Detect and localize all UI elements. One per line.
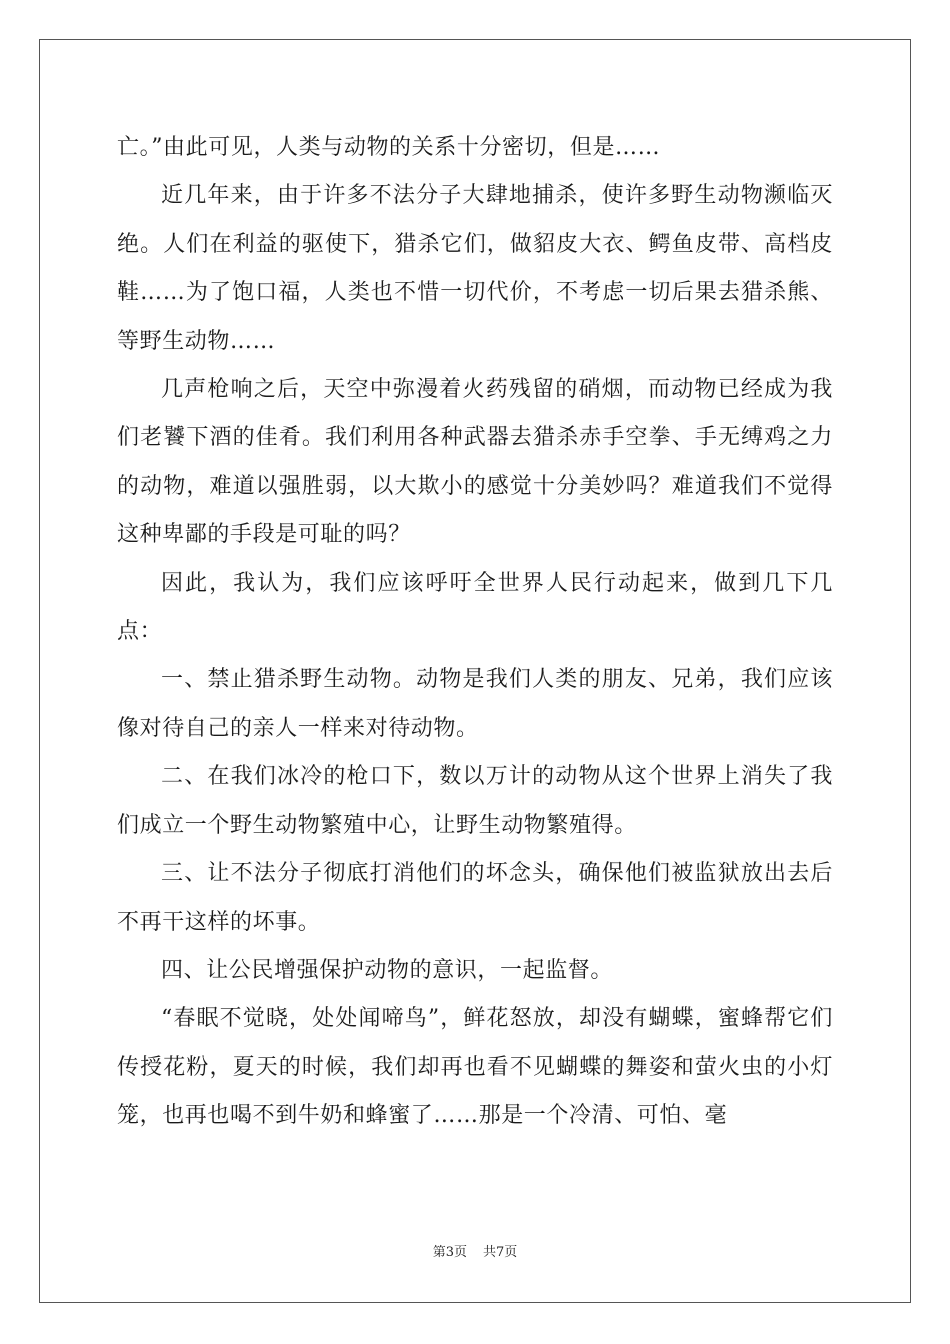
paragraph-7: 三、让不法分子彻底打消他们的坏念头，确保他们被监狱放出去后不再干这样的坏事。 — [117, 861, 833, 935]
paragraph-6: 二、在我们冰冷的枪口下，数以万计的动物从这个世界上消失了我们成立一个野生动物繁殖中心，让野生动物繁殖得。 — [117, 764, 833, 838]
document-body — [117, 124, 833, 1141]
paragraph-3: 几声枪响之后，天空中弥漫着火药残留的硝烟，而动物已经成为我们老饕下酒的佳肴。我们利用各种武器去猎杀赤手空拳、手无缚鸡之力的动物，难道以强胜弱，以大欺小的感觉十分美妙吗？难道我们不觉得这种卑鄙的手段是可耻的吗？ — [117, 377, 833, 548]
page-footer — [0, 1241, 950, 1260]
paragraph-1: 亡。”由此可见，人类与动物的关系十分密切，但是…… — [117, 135, 661, 160]
page-total: 共7页 — [483, 1245, 518, 1260]
paragraph-8: 四、让公民增强保护动物的意识，一起监督。 — [161, 957, 614, 983]
paragraph-9: “春眠不觉晓，处处闻啼鸟”，鲜花怒放，却没有蝴蝶，蜜蜂帮它们传授花粉，夏天的时候，我们却再也看不见蝴蝶的舞姿和萤火虫的小灯笼，也再也喝不到牛奶和蜂蜜了……那是一个冷清、可怕、毫 — [117, 1006, 833, 1129]
paragraph-4: 因此，我认为，我们应该呼吁全世界人民行动起来，做到几下几点： — [117, 570, 833, 645]
paragraph-2: 近几年来，由于许多不法分子大肆地捕杀，使许多野生动物濒临灭绝。人们在利益的驱使下，猎杀它们，做貂皮大衣、鳄鱼皮带、高档皮鞋……为了饱口福，人类也不惜一切代价，不考虑一切后果去猎杀熊、等野生动物…… — [117, 183, 833, 354]
paragraph-5: 一、禁止猎杀野生动物。动物是我们人类的朋友、兄弟，我们应该像对待自己的亲人一样来对待动物。 — [117, 667, 833, 741]
page-number: 第3页 — [432, 1245, 467, 1260]
